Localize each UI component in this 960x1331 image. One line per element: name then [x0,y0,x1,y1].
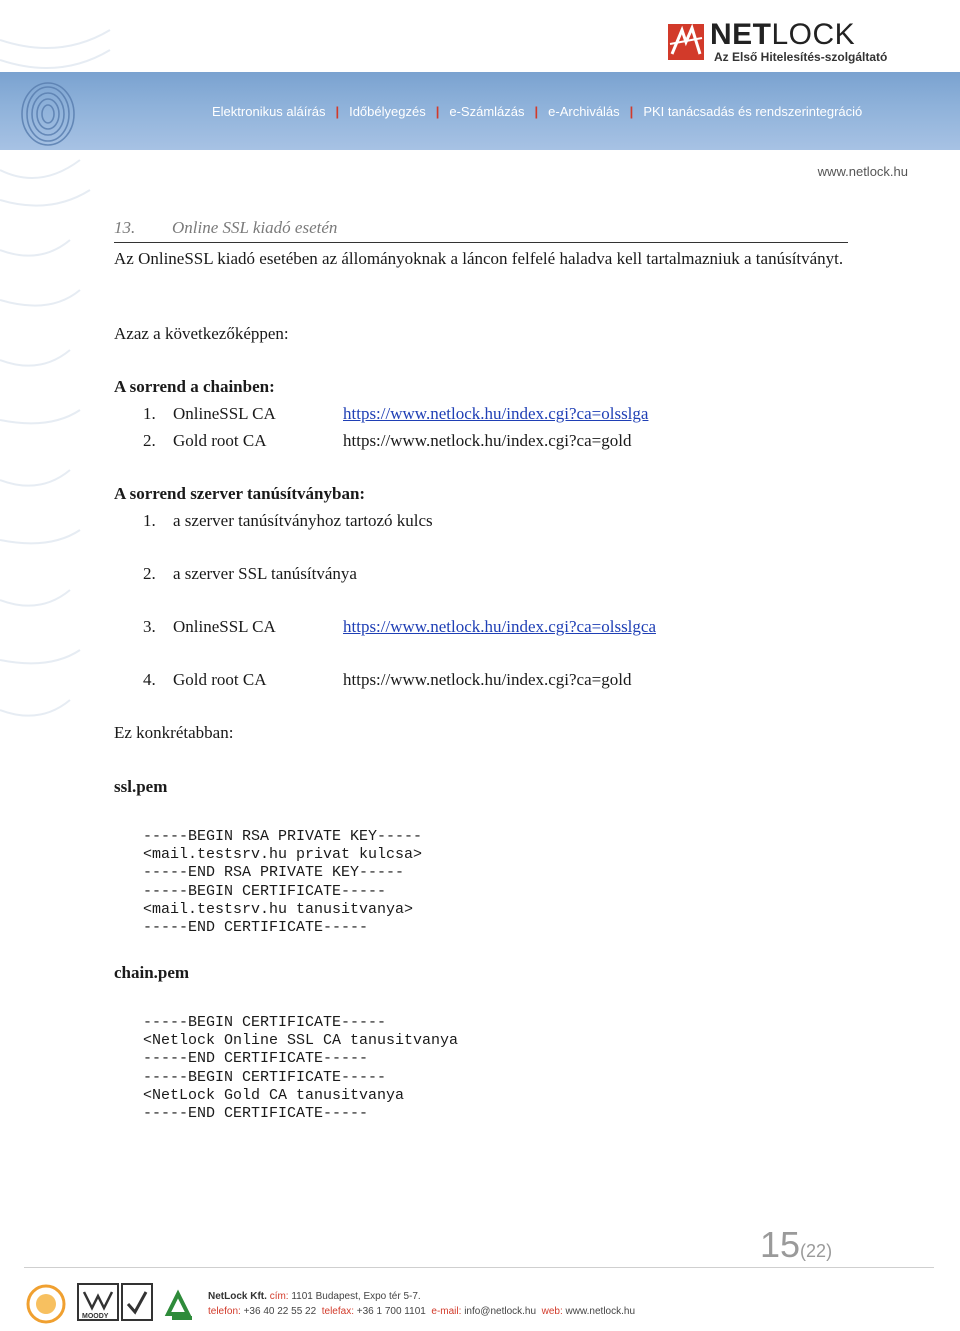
footer-phone: +36 40 22 55 22 [243,1306,317,1317]
page-number: 15(22) [760,1224,833,1265]
nav-separator: | [534,104,539,119]
moody-badge-text: MOODY [82,1313,109,1320]
header-nav [212,104,862,119]
nav-separator: | [629,104,634,119]
footer-address: 1101 Budapest, Expo tér 5-7. [291,1291,421,1302]
nav-item-pki[interactable]: PKI tanácsadás és rendszerintegráció [643,104,863,119]
intro-paragraph: Az OnlineSSL kiadó esetében az állományoknak a láncon felfelé haladva kell tartalmazniuk a tanúsítványt. [114,249,844,268]
nav-separator: | [335,104,340,119]
brand-tagline: Az Első Hitelesítés-szolgáltató [714,50,888,64]
nav-item-idobelyegzes[interactable]: Időbélyegzés [349,104,426,119]
nav-item-e-archivalas[interactable]: e-Archiválás [548,104,620,119]
konkretan-text: Ez konkrétabban: [114,723,234,742]
netlock-logo [668,18,918,68]
certification-badges [22,1278,204,1328]
footer-divider [24,1267,934,1268]
section-title: Online SSL kiadó esetén [172,218,338,237]
ssl-pem-content: -----BEGIN RSA PRIVATE KEY----- <mail.testsrv.hu privat kulcsa> -----END RSA PRIVATE KEY----- -----BEGIN CERTIFICATE----- <mail.testsrv.hu tanusitvanya> -----END CERTIFICATE----- [143,828,423,937]
nav-separator: | [435,104,440,119]
olsslga-link[interactable]: https://www.netlock.hu/index.cgi?ca=olsslga [343,404,649,423]
footer-fax: +36 1 700 1101 [356,1306,426,1317]
olsslgca-link[interactable]: https://www.netlock.hu/index.cgi?ca=olsslgca [343,617,656,636]
ukas-badge-icon [122,1284,152,1320]
nav-item-elektronikus-alairas[interactable]: Elektronikus aláírás [212,104,326,119]
footer-web[interactable]: www.netlock.hu [565,1306,636,1317]
chain-heading: A sorrend a chainben: [114,377,275,396]
nav-item-e-szamlazas[interactable]: e-Számlázás [449,104,525,119]
sgs-badge-icon [28,1286,64,1322]
brand-wordmark: NETLOCK [710,18,856,51]
footer-company: NetLock Kft. [208,1291,267,1302]
chain-pem-content: -----BEGIN CERTIFICATE----- <Netlock Online SSL CA tanusitvanya -----END CERTIFICATE----- -----BEGIN CERTIFICATE----- <NetLock Gold CA tanusitvanya -----END CERTIFICATE----- [143,1014,459,1123]
netlock-mark-icon [668,24,704,60]
footer-contact: NetLock Kft. cím: 1101 Budapest, Expo tér 5-7. telefon: +36 40 22 55 22 telefax: +36 1 700 1101 e-mail: info@netlock.hu web: www.netlock.hu [208,1291,636,1317]
gold-url: https://www.netlock.hu/index.cgi?ca=gold [343,670,632,689]
recycle-icon [168,1294,192,1318]
server-heading: A sorrend szerver tanúsítványban: [114,484,366,503]
section-heading [114,218,848,243]
ssl-file-label: ssl.pem [114,777,168,796]
fingerprint-icon [18,80,78,146]
section-number: 13. [114,218,136,237]
azaz-text: Azaz a következőképpen: [114,324,289,343]
gold-url: https://www.netlock.hu/index.cgi?ca=gold [343,431,632,450]
header-banner [0,72,960,150]
footer-email[interactable]: info@netlock.hu [464,1306,537,1317]
header-website[interactable]: www.netlock.hu [817,164,908,179]
chain-file-label: chain.pem [114,963,190,982]
